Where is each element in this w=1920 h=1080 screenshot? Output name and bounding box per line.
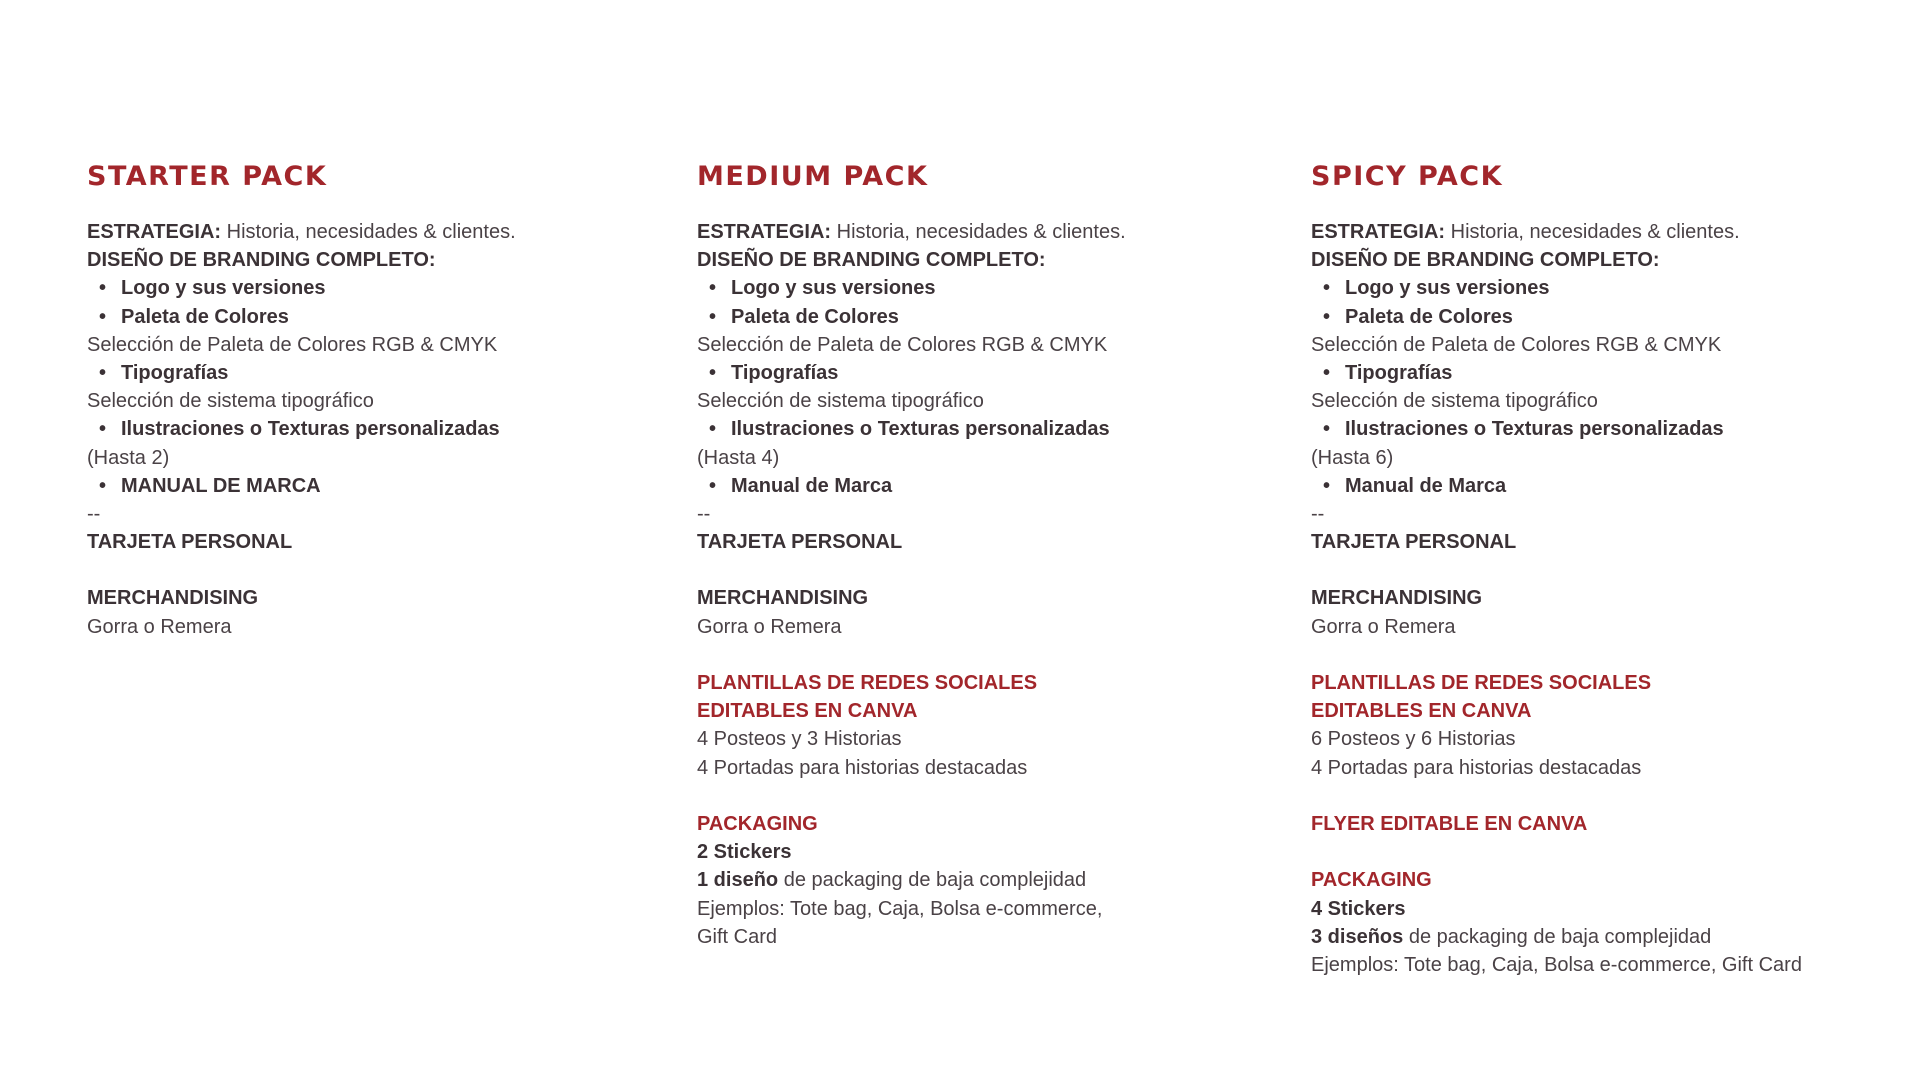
bullet-item-ilustraciones: • Ilustraciones o Texturas personalizadas: [99, 418, 500, 441]
pack-column-spicy: [1311, 160, 1911, 979]
bullet-item-logo: • Logo y sus versiones: [709, 277, 936, 300]
pack-title: SPICY PACK: [1311, 161, 1503, 192]
redes-heading-line-1: PLANTILLAS DE REDES SOCIALES: [1311, 672, 1652, 694]
redes-description-1: 6 Posteos y 6 Historias: [1311, 728, 1516, 751]
estrategia-line: ESTRATEGIA: Historia, necesidades & clientes.: [1311, 221, 1740, 243]
pack-title: MEDIUM PACK: [697, 161, 929, 192]
branding-heading: DISEÑO DE BRANDING COMPLETO:: [87, 249, 436, 272]
bullet-item-logo: • Logo y sus versiones: [1323, 277, 1550, 300]
pack-column-starter: [87, 160, 667, 641]
separator: --: [1311, 502, 1325, 525]
paleta-description: Selección de Paleta de Colores RGB & CMYK: [87, 333, 498, 356]
merchandising-description: Gorra o Remera: [697, 615, 842, 638]
tarjeta-heading: TARJETA PERSONAL: [87, 531, 293, 554]
redes-heading-line-2: EDITABLES EN CANVA: [697, 700, 918, 723]
stickers-line: 2 Stickers: [697, 841, 792, 864]
paleta-description: Selección de Paleta de Colores RGB & CMYK: [697, 333, 1108, 356]
bullet-item-tipografias: • Tipografías: [709, 361, 839, 384]
tipografias-description: Selección de sistema tipográfico: [697, 390, 984, 413]
bullet-item-paleta: • Paleta de Colores: [99, 305, 289, 328]
disenos-line: 1 diseño de packaging de baja complejidad: [697, 869, 1087, 892]
separator: --: [87, 502, 101, 525]
merchandising-description: Gorra o Remera: [1311, 615, 1456, 638]
redes-description-2: 4 Portadas para historias destacadas: [697, 756, 1028, 779]
bullet-item-paleta: • Paleta de Colores: [709, 305, 899, 328]
merchandising-heading: MERCHANDISING: [87, 587, 259, 610]
estrategia-line: ESTRATEGIA: Historia, necesidades & clientes.: [697, 221, 1126, 243]
redes-description-1: 4 Posteos y 3 Historias: [697, 728, 902, 751]
packaging-heading: PACKAGING: [1311, 869, 1432, 892]
merchandising-heading: MERCHANDISING: [1311, 587, 1483, 610]
branding-heading: DISEÑO DE BRANDING COMPLETO:: [697, 249, 1046, 272]
redes-description-2: 4 Portadas para historias destacadas: [1311, 756, 1642, 779]
redes-heading-line-2: EDITABLES EN CANVA: [1311, 700, 1532, 723]
merchandising-description: Gorra o Remera: [87, 615, 232, 638]
bullet-item-manual: • MANUAL DE MARCA: [99, 474, 321, 497]
bullet-item-ilustraciones: • Ilustraciones o Texturas personalizadas: [709, 418, 1110, 441]
tarjeta-heading: TARJETA PERSONAL: [1311, 531, 1517, 554]
separator: --: [697, 502, 711, 525]
flyer-heading: FLYER EDITABLE EN CANVA: [1311, 812, 1588, 835]
bullet-item-tipografias: • Tipografías: [1323, 361, 1453, 384]
redes-heading-line-1: PLANTILLAS DE REDES SOCIALES: [697, 672, 1038, 694]
ilustraciones-description: (Hasta 2): [87, 446, 170, 469]
bullet-item-paleta: • Paleta de Colores: [1323, 305, 1513, 328]
ejemplos-line-1: Ejemplos: Tote bag, Caja, Bolsa e-commerce,: [697, 897, 1103, 920]
ejemplos-line-1: Ejemplos: Tote bag, Caja, Bolsa e-commerce, Gift Card: [1311, 953, 1802, 976]
tarjeta-heading: TARJETA PERSONAL: [697, 531, 903, 554]
bullet-item-ilustraciones: • Ilustraciones o Texturas personalizadas: [1323, 418, 1724, 441]
bullet-item-tipografias: • Tipografías: [99, 361, 229, 384]
tipografias-description: Selección de sistema tipográfico: [1311, 390, 1598, 413]
pack-title: STARTER PACK: [87, 161, 328, 192]
packaging-heading: PACKAGING: [697, 812, 818, 835]
bullet-item-manual: • Manual de Marca: [1323, 474, 1507, 497]
disenos-line: 3 diseños de packaging de baja complejidad: [1311, 925, 1712, 948]
merchandising-heading: MERCHANDISING: [697, 587, 869, 610]
ilustraciones-description: (Hasta 6): [1311, 446, 1394, 469]
ejemplos-line-2: Gift Card: [697, 925, 778, 948]
bullet-item-logo: • Logo y sus versiones: [99, 277, 326, 300]
paleta-description: Selección de Paleta de Colores RGB & CMYK: [1311, 333, 1722, 356]
bullet-item-manual: • Manual de Marca: [709, 474, 893, 497]
pack-column-medium: [697, 160, 1277, 951]
branding-heading: DISEÑO DE BRANDING COMPLETO:: [1311, 249, 1660, 272]
tipografias-description: Selección de sistema tipográfico: [87, 390, 374, 413]
ilustraciones-description: (Hasta 4): [697, 446, 780, 469]
stickers-line: 4 Stickers: [1311, 897, 1406, 920]
estrategia-line: ESTRATEGIA: Historia, necesidades & clientes.: [87, 221, 516, 243]
